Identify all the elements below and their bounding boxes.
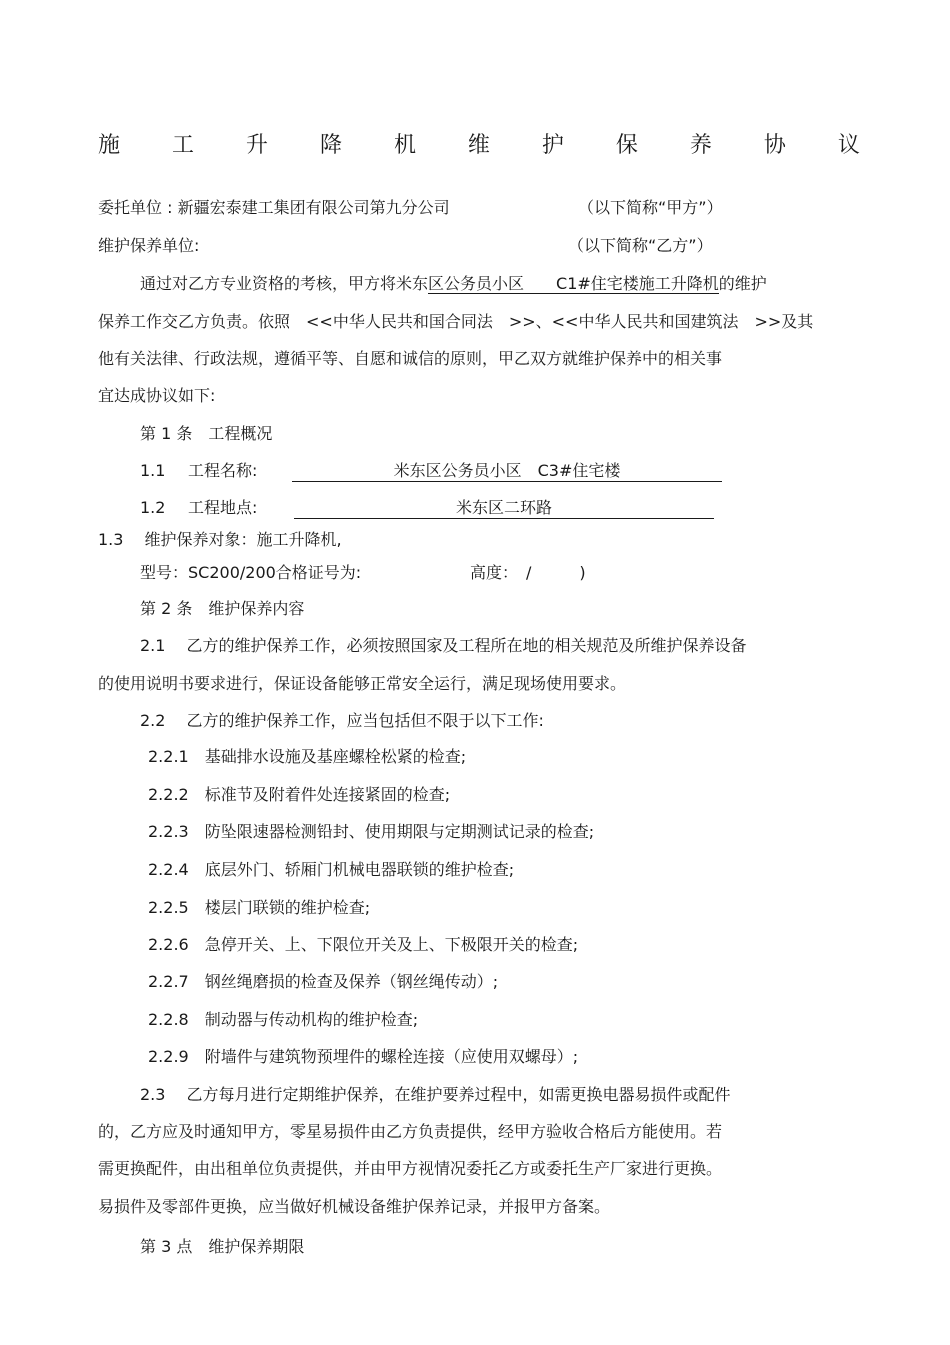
- para-2-2: 2.2 乙方的维护保养工作，应当包括但不限于以下工作:: [140, 711, 544, 730]
- list-item: 2.2.3 防坠限速器检测铅封、使用期限与定期测试记录的检查;: [148, 822, 595, 841]
- title-char: 机: [393, 133, 416, 158]
- para-2-3-line-4: 易损件及零部件更换，应当做好机械设备维护保养记录，并报甲方备案。: [98, 1197, 611, 1216]
- project-name-value: 米东区公务员小区 C3#住宅楼: [292, 461, 722, 482]
- title-char: 施: [98, 133, 121, 158]
- para-2-3-line-3: 需更换配件，由出租单位负责提供，并由甲方视情况委托乙方或委托生产厂家进行更换。: [98, 1159, 723, 1178]
- list-item: 2.2.9 附墙件与建筑物预埋件的螺栓连接（应使用双螺母）;: [148, 1047, 579, 1066]
- intro-line-4: 宜达成协议如下:: [98, 386, 216, 405]
- list-item: 2.2.5 楼层门联锁的维护检查;: [148, 898, 371, 917]
- title-char: 养: [689, 133, 712, 158]
- list-item: 2.2.4 底层外门、轿厢门机械电器联锁的维护检查;: [148, 860, 515, 879]
- client-abbr: （以下简称“甲方”）: [578, 198, 723, 217]
- client-label: 委托单位 :: [98, 198, 178, 217]
- title-char: 议: [837, 133, 860, 158]
- item-1-1-number: 1.1: [140, 461, 166, 480]
- intro-line-1: [140, 274, 767, 294]
- article-2-heading: 第 2 条 维护保养内容: [140, 599, 305, 618]
- intro-text: 通过对乙方专业资格的考核，甲方将米东: [140, 274, 429, 293]
- para-2-3-line-1: 2.3 乙方每月进行定期维护保养，在维护要养过程中，如需更换电器易损件或配件: [140, 1085, 731, 1104]
- title-char: 降: [319, 133, 342, 158]
- para-2-1-line-2: 的使用说明书要求进行，保证设备能够正常安全运行，满足现场使用要求。: [98, 674, 627, 693]
- list-item: 2.2.1 基础排水设施及基座螺栓松紧的检查;: [148, 747, 467, 766]
- intro-line-2: 保养工作交乙方负责。依照 <<中华人民共和国合同法 >>、<<中华人民共和国建筑法 >>及其: [98, 312, 814, 331]
- item-1-2-number: 1.2: [140, 498, 166, 517]
- para-2-3-line-2: 的，乙方应及时通知甲方，零星易损件由乙方负责提供，经甲方验收合格后方能使用。若: [98, 1122, 723, 1141]
- height-field: 高度： / ): [470, 563, 586, 582]
- item-1-2-label: 工程地点:: [188, 498, 258, 517]
- intro-text: 的维护: [718, 274, 767, 293]
- title-char: 升: [245, 133, 268, 158]
- client-line: [98, 198, 450, 218]
- project-location-value: 米东区二环路: [294, 498, 714, 519]
- list-item: 2.2.8 制动器与传动机构的维护检查;: [148, 1010, 419, 1029]
- item-1-1-label: 工程名称:: [188, 461, 258, 480]
- maintainer-abbr: （以下简称“乙方”）: [568, 236, 713, 255]
- title-char: 工: [171, 133, 194, 158]
- title-char: 保: [615, 133, 638, 158]
- list-item: 2.2.6 急停开关、上、下限位开关及上、下极限开关的检查;: [148, 935, 579, 954]
- article-1-heading: 第 1 条 工程概况: [140, 424, 273, 443]
- title-char: 护: [541, 133, 564, 158]
- article-3-heading: 第 3 点 维护保养期限: [140, 1237, 305, 1256]
- title-char: 协: [763, 133, 786, 158]
- para-2-1-line-1: 2.1 乙方的维护保养工作，必须按照国家及工程所在地的相关规范及所维护保养设备: [140, 636, 747, 655]
- list-item: 2.2.2 标准节及附着件处连接紧固的检查;: [148, 785, 451, 804]
- item-1-3: 1.3 维护保养对象：施工升降机,: [98, 530, 342, 549]
- intro-underlined-project: 区公务员小区 C1#住宅楼施工升降机: [428, 274, 719, 293]
- list-item: 2.2.7 钢丝绳磨损的检查及保养（钢丝绳传动）;: [148, 972, 499, 991]
- intro-line-3: 他有关法律、行政法规，遵循平等、自愿和诚信的原则，甲乙双方就维护保养中的相关事: [98, 349, 723, 368]
- client-name: 新疆宏泰建工集团有限公司第九分公司: [177, 198, 450, 217]
- maintainer-label: 维护保养单位:: [98, 236, 200, 255]
- model-line: 型号：SC200/200合格证号为:: [140, 563, 362, 582]
- document-title: [98, 132, 860, 160]
- title-char: 维: [467, 133, 490, 158]
